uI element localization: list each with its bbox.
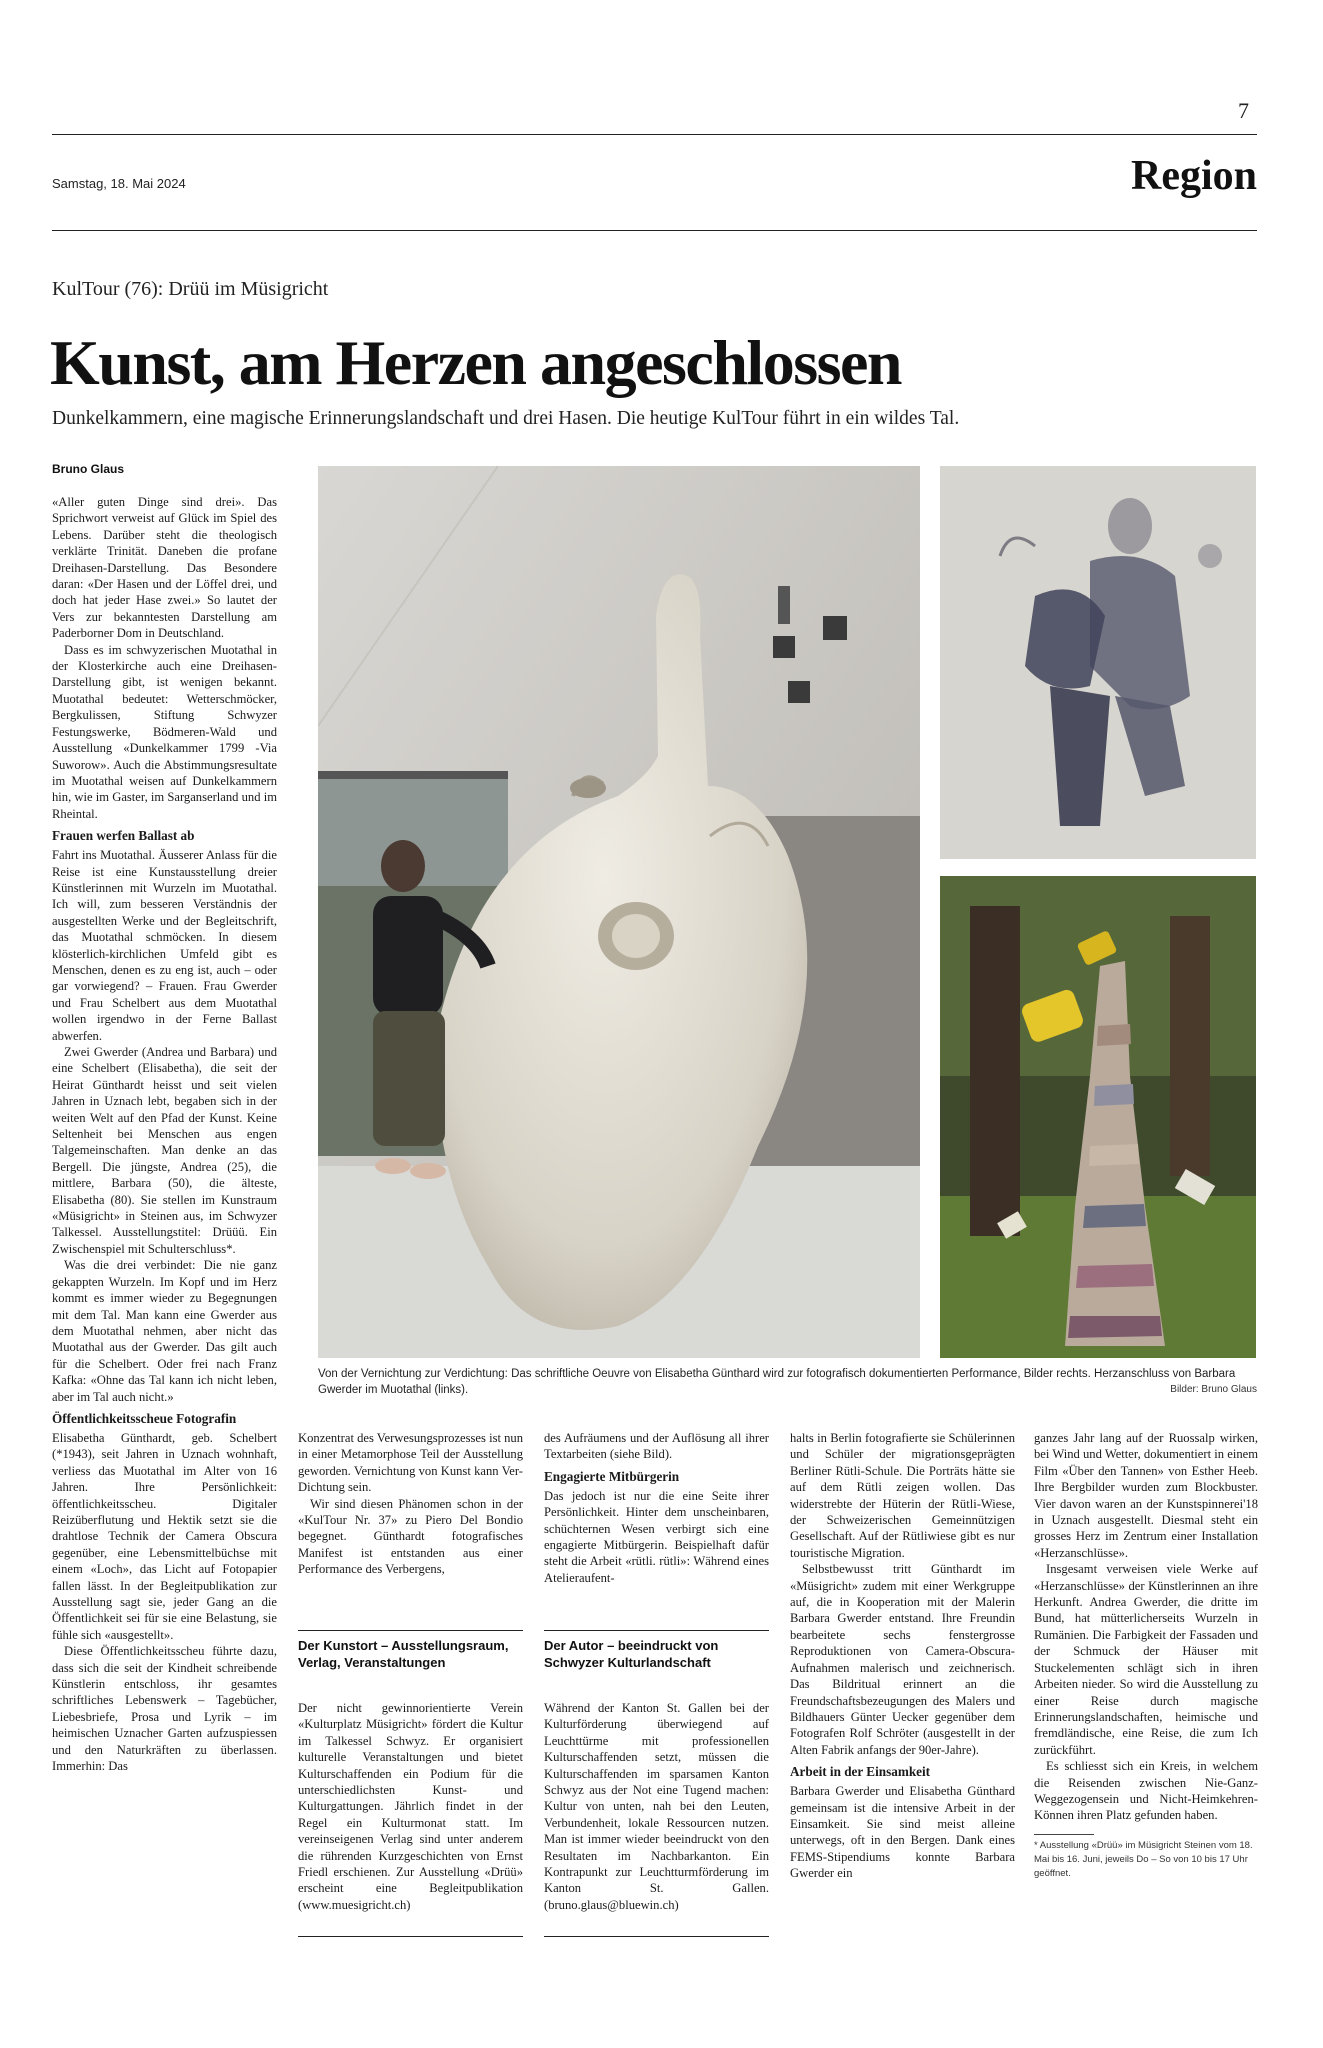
paragraph: Wir sind diesen Phänomen schon in der «KulTour Nr. 37» zu Piero Del Bondio begegnet. Günthardt fotografisches Manifest ist entstanden aus einer Performance des Verbergens, <box>298 1496 523 1577</box>
article-column-4 <box>790 1430 1015 1882</box>
header-bottom-rule <box>52 230 1257 231</box>
paragraph: Dass es im schwyzerischen Muotathal in der Klosterkirche auch eine Dreihasen-Darstellung gibt, ist wenigen bekannt. Muotathal bedeutet: Wetterschmöcker, Bergkulissen, Stiftung Schwyzer Festungswerke, Bödmeren-Wald und Ausstellung «Dunkelkammer 1799 -Via Suworow». Auch die Abstimmungsresultate im Muotathal weisen auf Dunkelkammern hin, wie im Gaster, im Sarganserland und im Rheintal. <box>52 642 277 821</box>
article-headline: Kunst, am Herzen angeschlossen <box>50 327 901 398</box>
subheading: Arbeit in der Einsamkeit <box>790 1764 931 1780</box>
camera-obscura-image <box>940 466 1256 859</box>
photo-credit: Bilder: Bruno Glaus <box>1170 1384 1257 1395</box>
paragraph: Das jedoch ist nur die eine Seite ihrer Persönlichkeit. Hinter dem unscheinbaren, schüchternen Wesen verbirgt sich eine engagierte Mitbürgerin. Beispielhaft dafür steht die Arbeit «rütli. rütli»: Während eines Atelieraufent- <box>544 1488 769 1585</box>
article-column-1 <box>52 494 277 1774</box>
article-column-3 <box>544 1430 769 1586</box>
photo-heart-sculpture <box>318 466 920 1358</box>
paragraph: Selbstbewusst tritt Günthardt im «Müsigricht» zudem mit einer Werkgruppe auf, die in Kooperation mit der Malerin Barbara Gwerder entstand. Ihre Freundin bearbeitete sechs fenstergrosse Reproduktionen von Camera-Obscura-Aufnahmen malerisch und zeichnerisch. Das Bildritual erinnert an die Freundschaftsbezeugungen des Malers und Bildhauers Günter Uecker gegenüber dem Fotografen Rolf Schröter (ausgestellt in der Alten Fabrik anfangs der 90er-Jahre). <box>790 1562 1015 1757</box>
article-lead: Dunkelkammern, eine magische Erinnerungslandschaft und drei Hasen. Die heutige KulTour führt in ein wildes Tal. <box>52 408 960 429</box>
info-box-text <box>298 1700 523 1913</box>
subheading: Engagierte Mitbürgerin <box>544 1468 680 1484</box>
paragraph: Was die drei verbindet: Die nie ganz gekappten Wurzeln. Im Kopf und im Herz kommt es immer wieder zu Begegnungen mit dem Tal. Man kann eine Gwerder aus dem Muotathal nehmen, aber nicht das Muotathal aus der Gwerder. Das gilt auch für die Schelbert. Oder frei nach Franz Kafka: «Ohne das Tal kann ich nicht leben, aber im Tal auch nicht.» <box>52 1258 277 1404</box>
paragraph: Fahrt ins Muotathal. Äusserer Anlass für die Reise ist eine Kunstausstellung dreier Künstlerinnen mit Wurzeln im Muotathal. Ich will, zum besseren Verständnis der ausgestellten Werke und der Begleitschrift, das Muotathal schmöcken. In diesem klösterlich-kirchlichen Umfeld gibt es Menschen, denen es zu eng ist, auch – oder gar vorwiegend? – Frauen. Frau Gwerder und Frau Schelbert aus dem Muotathal wollen irgendwo in der Ferne Ballast abwerfen. <box>52 848 277 1043</box>
paragraph: Diese Öffentlichkeitsscheu führte dazu, dass sich die seit der Kindheit schreibende Künstlerin entschloss, ihr gesamtes schriftliches Lebenswerk – Tagebücher, Liebesbriefe, Prosa und Lyrik – im heimischen Uznacher Garten aufzuspiessen und den Naturkräften zu überlassen. Immerhin: Das <box>52 1644 277 1774</box>
photo-book-tower-garden <box>940 876 1256 1358</box>
paragraph: Der nicht gewinnorientierte Verein «Kulturplatz Müsigricht» fördert die Kultur im Talkessel Schwyz. Er organisiert kulturelle Veranstaltungen und bietet Kulturschaffenden ein Podium für die unterschiedlichsten Kunst- und Kulturgattungen. Jährlich findet in der Regel ein Kulturmonat statt. Im vereinseigenen Verlag sind unter anderem die rührenden Kurzgeschichten von Ernst Friedl erschienen. Zur Ausstellung «Drüü» erscheint eine Begleitpublikation (www.muesigricht.ch) <box>298 1701 523 1912</box>
paragraph: ganzes Jahr lang auf der Ruossalp wirken, bei Wind und Wetter, dokumentiert in einem Film «Über den Tannen» von Esther Heeb. Ihre Bergbilder wurden zum Blockbuster. Vier davon waren an der Kunstspinnerei'18 in Uznach ausgestellt. Diesmal steht ein grosses Herz im Zentrum einer Installation «Herzanschlüsse». <box>1034 1431 1258 1560</box>
photo-camera-obscura-figure <box>940 466 1256 859</box>
paragraph: Zwei Gwerder (Andrea und Barbara) und eine Schelbert (Elisabetha), die seit der Heirat Günthardt heisst und seit vielen Jahren in Uznach lebt, begaben sich in der weiten Welt auf den Pfad der Kunst. Keine Seltenheit bei Menschen aus engen Talgemeinschaften. Man denke an das Bergell. Die jüngste, Andrea (25), die mittlere, Barbara (50), die älteste, Elisabetha (80). Sie stellen im Kunstraum «Müsigricht» in Steinen aus, im Schwyzer Talkessel. Ausstellungstitel: Drüüü. Ein Zwischenspiel mit Schulterschluss*. <box>52 1045 277 1256</box>
footnote-rule <box>1034 1834 1094 1835</box>
heart-sculpture-image <box>318 466 920 1358</box>
box-bottom-rule <box>544 1936 769 1937</box>
footnote: * Ausstellung «Drüü» im Müsigricht Steinen vom 18. Mai bis 16. Juni, jeweils Do – So von 10 bis 17 Uhr geöffnet. <box>1034 1839 1253 1879</box>
paragraph: Barbara Gwerder und Elisabetha Günthard gemeinsam ist die intensive Arbeit in der Einsamkeit. Sie sind meist alleine unterwegs, oft in den Bergen. Dank eines FEMS-Stipendiums konnte Barbara Gwerder ein <box>790 1784 1015 1881</box>
box-bottom-rule <box>298 1936 523 1937</box>
paragraph: Es schliesst sich ein Kreis, in welchem die Reisenden zwischen Nie-Ganz-Weggezogensein und Nicht-Heimkehren-Können ihren Platz gefunden haben. <box>1034 1759 1258 1823</box>
header-top-rule <box>52 134 1257 135</box>
paragraph: Insgesamt verweisen viele Werke auf «Herzanschlüsse» der Künstlerinnen an ihre Herkunft. Andrea Gwerder, die dritte im Bund, hat mütterlicherseits Wurzeln in Rumänien. Die Farbigkeit der Fassaden und der Schmuck der Häuser mit Stuckelementen schlägt sich in ihren Arbeiten nieder. So wird die Ausstellung zu einer Reise durch magische Erinnerungslandschaften, heimische und fremdländische, eine Reise, die zum Ich zurückführt. <box>1034 1562 1258 1757</box>
section-title: Region <box>1131 153 1257 199</box>
book-tower-image <box>940 876 1256 1358</box>
photo-caption: Von der Vernichtung zur Verdichtung: Das schriftliche Oeuvre von Elisabetha Günthard wird zur fotografisch dokumentierten Performance, Bilder rechts. Herzanschluss von Barbara Gwerder im Muotathal (links). <box>318 1368 1236 1396</box>
info-box-title: Der Autor – beeindruckt von Schwyzer Kulturlandschaft <box>544 1630 769 1671</box>
paragraph: Während der Kanton St. Gallen bei der Kulturförderung überwiegend auf Leuchttürme mit professionellen Kulturschaffenden setzt, müssen die Kulturschaffenden im sparsamen Kanton Schwyz aus der Not eine Tugend machen: Kultur von unten, nah bei den Leuten, Verbundenheit, lokale Ressourcen nutzen. Man ist immer wieder beeindruckt von den Resultaten im Nachbarkanton. Ein Kontrapunkt zur Leuchtturmförderung im Kanton St. Gallen. (bruno.glaus@bluewin.ch) <box>544 1701 769 1912</box>
article-column-5 <box>1034 1430 1258 1881</box>
article-kicker: KulTour (76): Drüü im Müsigricht <box>52 278 329 300</box>
paragraph: «Aller guten Dinge sind drei». Das Sprichwort verweist auf Glück im Spiel des Lebens. Darüber steht die theologisch verklärte Trinität. Daneben die profane Dreihasen-Darstellung. Das Besondere daran: «Der Hasen und der Löffel drei, und doch hat jeder Hase zwei.» So lautet der Vers zur bekanntesten Darstellung am Paderborner Dom in Deutschland. <box>52 495 277 641</box>
paragraph: des Aufräumens und der Auflösung all ihrer Textarbeiten (siehe Bild). <box>544 1431 769 1462</box>
subheading: Frauen werfen Ballast ab <box>52 828 195 844</box>
author-byline: Bruno Glaus <box>52 462 125 476</box>
subheading: Öffentlichkeitsscheue Fotografin <box>52 1410 237 1426</box>
header-date: Samstag, 18. Mai 2024 <box>52 176 186 191</box>
paragraph: Konzentrat des Verwesungsprozesses ist nun in einer Metamorphose Teil der Ausstellung geworden. Vernichtung von Kunst kann Ver-Dichtung sein. <box>298 1431 524 1495</box>
info-box-text <box>544 1700 769 1913</box>
article-column-2 <box>298 1430 523 1578</box>
paragraph: halts in Berlin fotografierte sie Schülerinnen und Schüler der migrationsgeprägten Berliner Rütli-Schule. Die Porträts hätte sie auf dem Rütli zeigen wollen. Das widerstrebte der Hüterin der Rütli-Wiese, der Schweizerischen Gemeinnützigen Gesellschaft. Auf der Rütliwiese gibt es nur touristische Migration. <box>790 1431 1015 1560</box>
paragraph: Elisabetha Günthardt, geb. Schelbert (*1943), seit Jahren in Uznach wohnhaft, verliess das Muotathal im Alter von 16 Jahren. Ihre Persönlichkeit: öffentlichkeitsscheu. Digitaler Reizüberflutung und Hektik setzt sie die drahtlose Technik der Camera Obscura gegenüber, eine Lebensmittelbüchse mit einem «Loch», das Licht auf Fotopapier fallen lässt. In der Begleitpublikation zur Ausstellung sagt sie, jeder Gang an die Öffentlichkeit sei für sie eine Belastung, sie fühle sich «ausgestellt». <box>52 1430 277 1642</box>
page-number: 7 <box>1238 98 1249 123</box>
info-box-title: Der Kunstort – Ausstellungsraum, Verlag, Veranstaltungen <box>298 1630 523 1671</box>
